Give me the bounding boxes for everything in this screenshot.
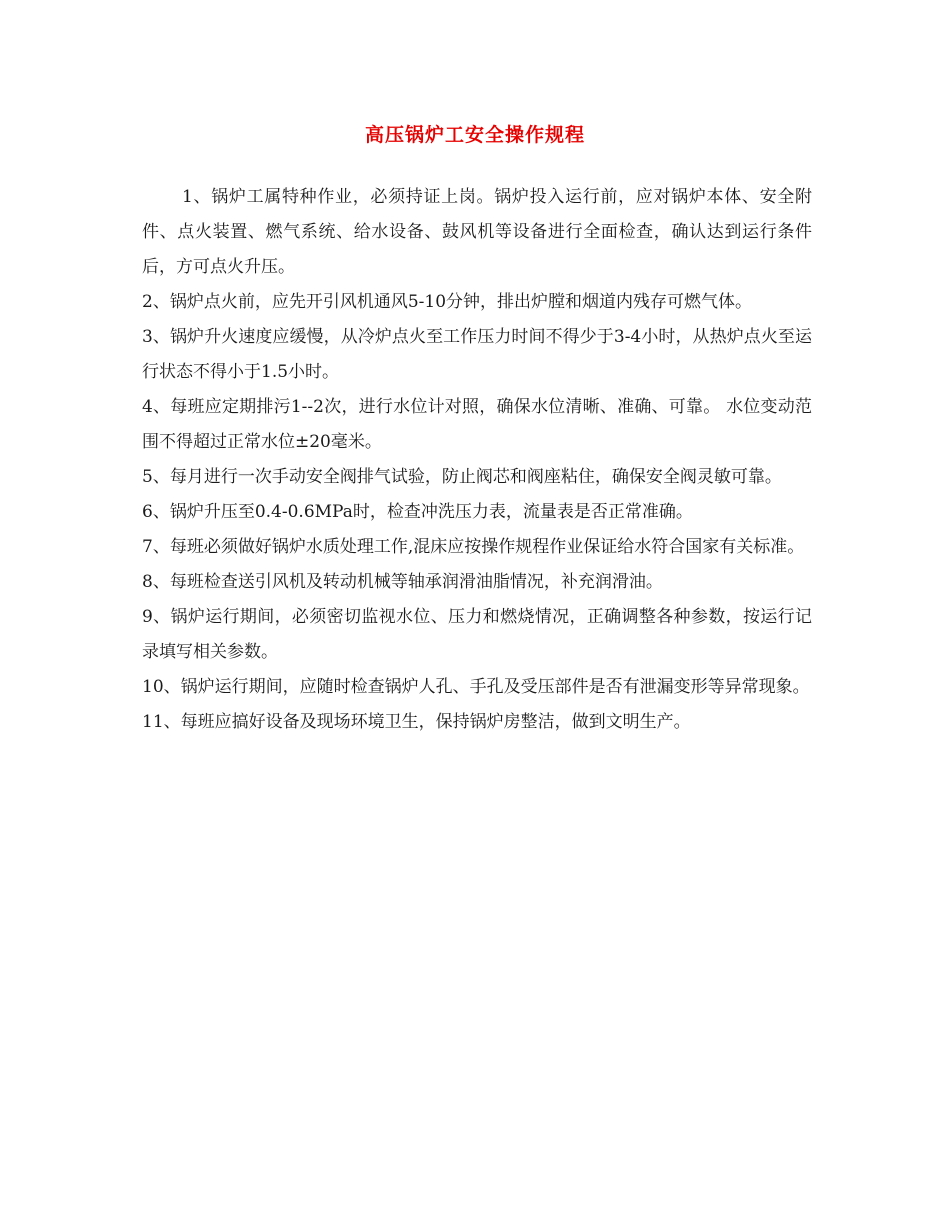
document-title: 高压锅炉工安全操作规程 (364, 124, 585, 146)
paragraph-3: 3、锅炉升火速度应缓慢，从冷炉点火至工作压力时间不得少于3-4小时，从热炉点火至运行状态不得小于1.5小时。 (142, 327, 812, 382)
paragraph-5: 5、每月进行一次手动安全阀排气试验，防止阀芯和阀座粘住，确保安全阀灵敏可靠。 (142, 467, 782, 487)
paragraph-10: 10、锅炉运行期间，应随时检查锅炉人孔、手孔及受压部件是否有泄漏变形等异常现象。 (142, 677, 810, 697)
paragraph-4: 4、每班应定期排污1--2次，进行水位计对照，确保水位清晰、准确、可靠。 水位变动范围不得超过正常水位±20毫米。 (142, 397, 812, 452)
paragraph-6: 6、锅炉升压至0.4-0.6MPa时，检查冲洗压力表，流量表是否正常准确。 (142, 502, 693, 522)
paragraph-9: 9、锅炉运行期间，必须密切监视水位、压力和燃烧情况，正确调整各种参数，按运行记录填写相关参数。 (142, 607, 812, 662)
paragraph-7: 7、每班必须做好锅炉水质处理工作,混床应按操作规程作业保证给水符合国家有关标准。 (142, 537, 805, 557)
document-body (142, 180, 812, 740)
paragraph-1: 1、锅炉工属特种作业，必须持证上岗。锅炉投入运行前，应对锅炉本体、安全附件、点火装置、燃气系统、给水设备、鼓风机等设备进行全面检查，确认达到运行条件后，方可点火升压。 (142, 187, 812, 277)
paragraph-11: 11、每班应搞好设备及现场环境卫生，保持锅炉房整洁，做到文明生产。 (142, 712, 691, 732)
paragraph-2: 2、锅炉点火前，应先开引风机通风5-10分钟，排出炉膛和烟道内残存可燃气体。 (142, 292, 753, 312)
paragraph-8: 8、每班检查送引风机及转动机械等轴承润滑油脂情况，补充润滑油。 (142, 572, 663, 592)
